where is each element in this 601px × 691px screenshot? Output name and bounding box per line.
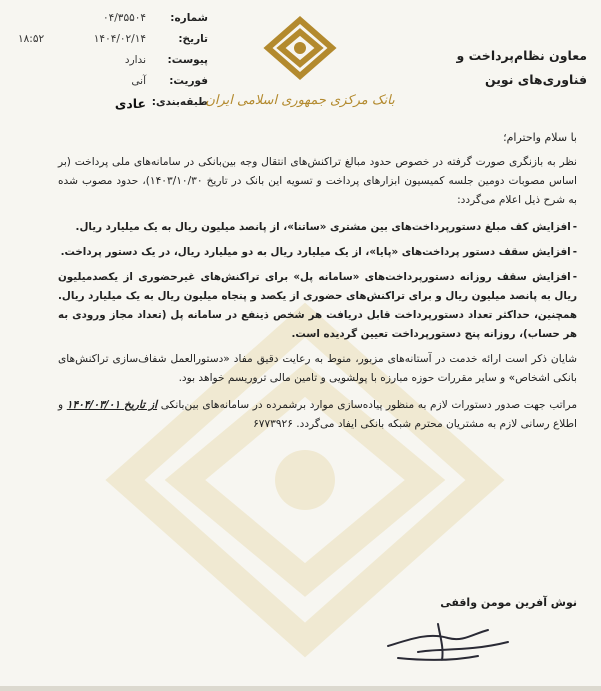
urgency-label: فوریت:: [169, 75, 208, 87]
reference-number: ۶۷۷۳۹۲۶: [253, 418, 293, 430]
bullet-item-1: -افزایش کف مبلغ دستورپرداخت‌های بین مشتری «ساتنا»، از پانصد میلیون ریال به یک میلیارد ریال.: [75, 221, 577, 233]
meta-classification-row: [18, 96, 208, 117]
department-heading: [437, 44, 587, 92]
urgency-value: آنی: [131, 75, 146, 87]
effective-date: از تاریخ ۱۴۰۴/۰۳/۰۱: [66, 399, 158, 411]
greeting: با سلام واحترام؛: [503, 131, 577, 144]
bullet-text-3: افزایش سقف روزانه دستورپرداخت‌های «سامانه پل» برای تراکنش‌های غیرحضوری از یکصدمیلیون ریال به پانصد میلیون ریال و برای تراکنش‌های حضوری از یکصد و پنجاه میلیون ریال به یک میلیارد ریال. همچنین، حداکثر تعداد دستورپرداخت قابل دریافت هر شخص ذینفع در سامانه پل (تعداد مجاز ورودی به هر حساب)، روزانه پنج دستورپرداخت تعیین گردیده است.: [58, 271, 577, 340]
closing-paragraph: [58, 396, 577, 434]
bullet-item-3: -افزایش سقف روزانه دستورپرداخت‌های «سامانه پل» برای تراکنش‌های غیرحضوری از یکصدمیلیون ریال به پانصد میلیون ریال و برای تراکنش‌های حضوری از یکصد و پنجاه میلیون ریال به یک میلیارد ریال. همچنین، حداکثر تعداد دستورپرداخت قابل دریافت هر شخص ذینفع در سامانه پل (تعداد مجاز ورودی به هر حساب)، روزانه پنج دستورپرداخت تعیین گردیده است.: [58, 271, 577, 340]
bullet-text-2: افزایش سقف دستور پرداخت‌های «پایا»، از یک میلیارد ریال به دو میلیارد ریال، در یک دستور پرداخت.: [60, 246, 571, 258]
date-value: ۱۴۰۴/۰۲/۱۴: [93, 33, 146, 45]
attachment-value: ندارد: [124, 54, 146, 66]
closing-text-1: مراتب جهت صدور دستورات لازم به منظور پیاده‌سازی موارد برشمرده در سامانه‌های بین‌بانکی: [160, 399, 578, 411]
closing-text-2: و اطلاع رسانی لازم به مشتریان محترم شبکه بانکی ایفاد می‌گردد.: [58, 399, 577, 430]
central-bank-logo-icon: [205, 14, 395, 114]
letter-metadata: [18, 12, 208, 117]
meta-number-row: [18, 12, 208, 33]
bullet-text-1: افزایش کف مبلغ دستورپرداخت‌های بین مشتری «ساتنا»، از پانصد میلیون ریال به یک میلیارد ریال.: [75, 221, 571, 233]
time-value: ۱۸:۵۲: [18, 33, 45, 45]
classification-label: طبقه‌بندی:: [151, 96, 208, 108]
page-bottom-edge: [0, 686, 601, 691]
department-line-2: فناوری‌های نوین: [484, 72, 587, 87]
meta-urgency-row: [18, 75, 208, 96]
letter-body: [58, 128, 577, 442]
attachment-label: پیوست:: [167, 54, 208, 66]
meta-attachment-row: [18, 54, 208, 75]
number-value: ۰۴/۳۵۵۰۴: [102, 12, 146, 24]
classification-value: عادی: [114, 96, 146, 111]
handwritten-signature-icon: [378, 612, 528, 672]
meta-date-row: [18, 33, 208, 54]
department-line-1: معاون نظام‌پرداخت و: [456, 48, 587, 63]
intro-paragraph: نظر به بازنگری صورت گرفته در خصوص حدود مبالغ تراکنش‌های انتقال وجه بین‌بانکی در سامانه‌های ملی پرداخت (بر اساس مصوبات دومین جلسه کمیسیون ابزارهای پرداخت و تسویه این بانک در تاریخ ۱۴۰۳/۱۰/۳۰)، حدود مصوب شده به شرح ذیل اعلام می‌گردد:: [58, 156, 577, 206]
date-label: تاریخ:: [178, 33, 208, 45]
bullet-item-2: -افزایش سقف دستور پرداخت‌های «پایا»، از یک میلیارد ریال به دو میلیارد ریال، در یک دستور پرداخت.: [60, 246, 577, 258]
signatory-name: نوش آفرین مومن واقفی: [440, 596, 577, 609]
compliance-paragraph: شایان ذکر است ارائه خدمت در آستانه‌های مزبور، منوط به رعایت دقیق مفاد «دستورالعمل شفاف‌سازی تراکنش‌های بانکی اشخاص» و سایر مقررات حوزه مبارزه با پولشویی و تامین مالی تروریسم خواهد بود.: [58, 353, 577, 384]
logo-caption: بانک مرکزی جمهوری اسلامی ایران: [205, 93, 395, 108]
number-label: شماره:: [170, 12, 208, 24]
